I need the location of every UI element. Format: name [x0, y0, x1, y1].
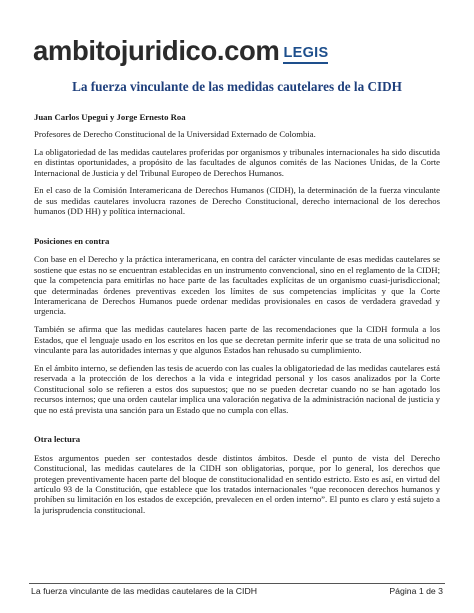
- site-logo[interactable]: [33, 37, 328, 67]
- paragraph: Con base en el Derecho y la práctica interamericana, en contra del carácter vinculante de esas medidas cautelares se sostiene que estas no se encuentran establecidas en un instrumento convencional, sino en el reglamento de la CIDH; que la competencia para emitirlas no hace parte de las facultades explícitas de un organismo cuasi-jurisdiccional; que determinadas órdenes preventivas exceden los límites de sus competencias implícitas y que la Corte Interamericana de Derechos Humanos puede ordenar medidas provisionales en casos de verdadera gravedad y urgencia.: [34, 254, 440, 317]
- author-affiliation: Profesores de Derecho Constitucional de la Universidad Externado de Colombia.: [34, 128, 316, 139]
- article-title: La fuerza vinculante de las medidas cautelares de la CIDH: [72, 79, 402, 94]
- section-heading: Posiciones en contra: [34, 235, 110, 246]
- legis-brand: LEGIS: [283, 46, 328, 64]
- paragraph: La obligatoriedad de las medidas cautelares proferidas por organismos y tribunales internacionales ha sido discutida en distintas oportunidades, a propósito de las facultades de algunos comités de las Naciones Unidas, de la Corte Internacional de Justicia y del Tribunal Europeo de Derechos Humanos.: [34, 146, 440, 178]
- paragraph: Estos argumentos pueden ser contestados desde distintos ámbitos. Desde el punto de vista del Derecho Constitucional, las medidas cautelares de la CIDH son obligatorias, porque, por lo general, los derechos que protegen preventivamente hacen parte del bloque de constitucionalidad en sentido estricto. Esto es así, en virtud del artículo 93 de la Constitución, que establece que los tratados internacionales “que reconocen derechos humanos y prohíben su limitación en los estados de excepción, prevalecen en el orden interno”. El punto es claro y está sujeto a la jurisprudencia constitucional.: [34, 452, 440, 515]
- logo-text: ambitojuridico.com: [33, 35, 280, 66]
- article-body: [34, 112, 440, 523]
- article-authors: Juan Carlos Upegui y Jorge Ernesto Roa: [34, 112, 186, 122]
- footer-divider: [29, 583, 445, 584]
- section-heading: Otra lectura: [34, 433, 81, 444]
- paragraph: En el ámbito interno, se defienden las tesis de acuerdo con las cuales la obligatoriedad de las medidas cautelares está reservada a la protección de los derechos a la vida e integridad personal y los casos analizados por la Corte Constitucional solo se refieren a estos dos supuestos; que no se pueden decretar cuando no se han agotado los recursos internos; que una orden cautelar implica una valoración negativa de la administración nacional de justicia y que no está prevista una sanción para un Estado que no cumpla con ellas.: [34, 362, 440, 415]
- page-number: Página 1 de 3: [389, 586, 443, 596]
- paragraph: También se afirma que las medidas cautelares hacen parte de las recomendaciones que la CIDH formula a los Estados, que el lenguaje usado en los escritos en los que se decretan permite inferir que se trata de una solicitud no vinculante para las autoridades internas y que algunos Estados han rehusado su cumplimiento.: [34, 324, 440, 356]
- paragraph: En el caso de la Comisión Interamericana de Derechos Humanos (CIDH), la determinación de la fuerza vinculante de sus medidas cautelares involucra razones de Derecho Constitucional, derecho internacional de los derechos humanos (DD HH) y política internacional.: [34, 185, 440, 217]
- footer-title: La fuerza vinculante de las medidas cautelares de la CIDH: [31, 586, 257, 596]
